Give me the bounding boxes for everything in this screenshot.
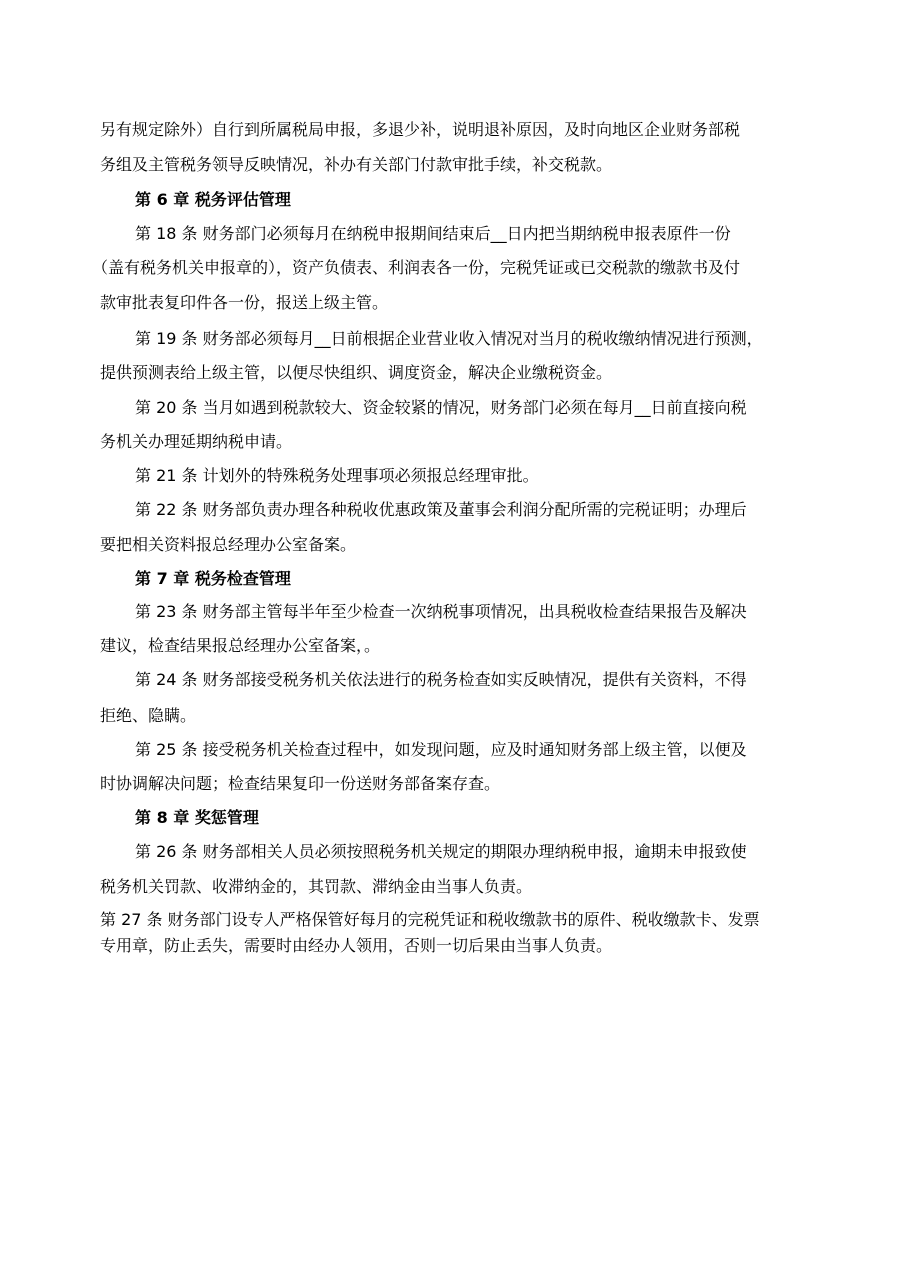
paragraph-line: 税务机关罚款、收滞纳金的，其罚款、滞纳金由当事人负责。	[100, 877, 533, 896]
chapter-heading: 第 7 章 税务检查管理	[135, 569, 291, 588]
article-line: 第 21 条 计划外的特殊税务处理事项必须报总经理审批。	[135, 466, 539, 485]
article-line: 第 18 条 财务部门必须每月在纳税申报期间结束后__日内把当期纳税申报表原件一份	[135, 224, 731, 243]
article-line: 第 24 条 财务部接受税务机关依法进行的税务检查如实反映情况，提供有关资料，不得	[135, 670, 747, 689]
article-line: 第 22 条 财务部负责办理各种税收优惠政策及董事会利润分配所需的完税证明；办理后	[135, 500, 747, 519]
paragraph-line: 款审批表复印件各一份，报送上级主管。	[100, 293, 389, 312]
article-line: 第 19 条 财务部必须每月__日前根据企业营业收入情况对当月的税收缴纳情况进行预测，	[135, 329, 763, 348]
paragraph-line: 时协调解决问题；检查结果复印一份送财务部备案存查。	[100, 774, 501, 793]
paragraph-line: 专用章，防止丢失，需要时由经办人领用，否则一切后果由当事人负责。	[100, 936, 613, 955]
paragraph-line: 要把相关资料报总经理办公室备案。	[100, 535, 357, 554]
paragraph-line: 提供预测表给上级主管，以便尽快组织、调度资金，解决企业缴税资金。	[100, 363, 613, 382]
paragraph-line: 拒绝、隐瞒。	[100, 706, 197, 725]
paragraph-line: （盖有税务机关申报章的），资产负债表、利润表各一份，完税凭证或已交税款的缴款书及付	[92, 258, 741, 277]
article-line: 第 25 条 接受税务机关检查过程中，如发现问题，应及时通知财务部上级主管，以便及	[135, 740, 747, 759]
article-line: 第 26 条 财务部相关人员必须按照税务机关规定的期限办理纳税申报，逾期未申报致使	[135, 842, 747, 861]
paragraph-line: 另有规定除外）自行到所属税局申报，多退少补，说明退补原因，及时向地区企业财务部税	[100, 120, 741, 139]
chapter-heading: 第 6 章 税务评估管理	[135, 190, 291, 209]
paragraph-line: 务组及主管税务领导反映情况，补办有关部门付款审批手续，补交税款。	[100, 155, 613, 174]
article-line: 第 23 条 财务部主管每半年至少检查一次纳税事项情况，出具税收检查结果报告及解决	[135, 602, 747, 621]
chapter-heading: 第 8 章 奖惩管理	[135, 808, 259, 827]
article-line: 第 27 条 财务部门设专人严格保管好每月的完税凭证和税收缴款书的原件、税收缴款卡、发票	[100, 910, 760, 929]
paragraph-line: 建议，检查结果报总经理办公室备案，。	[100, 636, 381, 655]
paragraph-line: 务机关办理延期纳税申请。	[100, 432, 293, 451]
article-line: 第 20 条 当月如遇到税款较大、资金较紧的情况，财务部门必须在每月__日前直接向税	[135, 398, 747, 417]
